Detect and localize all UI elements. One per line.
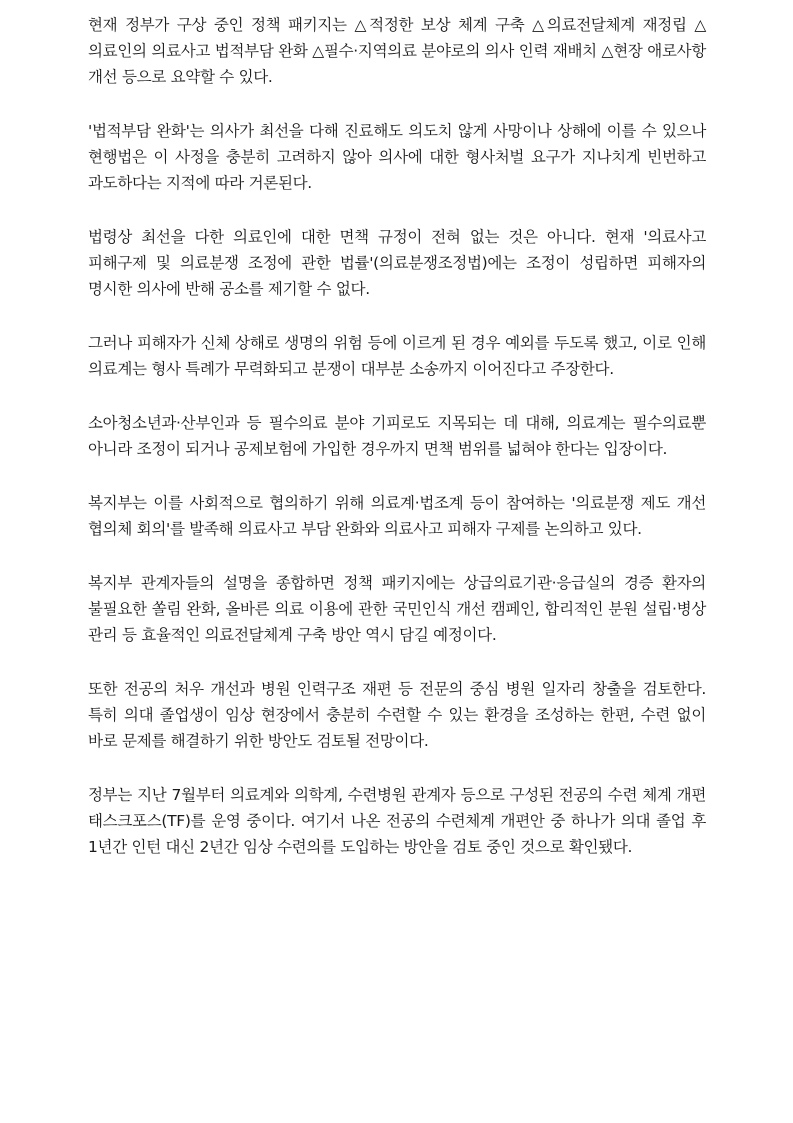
paragraph-exception-claim: 그러나 피해자가 신체 상해로 생명의 위험 등에 이르게 된 경우 예외를 두도록 했고, 이로 인해 의료계는 형사 특례가 무력화되고 분쟁이 대부분 소송까지 이어진다고 주장한다. (88, 334, 706, 378)
paragraph-resident-treatment: 또한 전공의 처우 개선과 병원 인력구조 재편 등 전문의 중심 병원 일자리 창출을 검토한다. 특히 의대 졸업생이 임상 현장에서 충분히 수련할 수 있는 환경을 조성하는 한편, 수련 없이 바로 문제를 해결하기 위한 방안도 검토될 전망이다. (88, 680, 706, 750)
paragraph-council: 복지부는 이를 사회적으로 협의하기 위해 의료계·법조계 등이 참여하는 '의료분쟁 제도 개선 협의체 회의'를 발족해 의료사고 부담 완화와 의료사고 피해자 구제를 논의하고 있다. (88, 494, 706, 538)
paragraph-delivery-system: 복지부 관계자들의 설명을 종합하면 정책 패키지에는 상급의료기관·응급실의 경증 환자의 불필요한 쏠림 완화, 올바른 의료 이용에 관한 국민인식 개선 캠페인, 합리적인 분원 설립·병상 관리 등 효율적인 의료전달체계 구축 방안 역시 담길 예정이다. (88, 574, 706, 644)
paragraph-exemption-law: 법령상 최선을 다한 의료인에 대한 면책 규정이 전혀 없는 것은 아니다. 현재 '의료사고 피해구제 및 의료분쟁 조정에 관한 법률'(의료분쟁조정법)에는 조정이 성립하면 피해자의 명시한 의사에 반해 공소를 제기할 수 없다. (88, 228, 706, 298)
paragraph-legal-burden: '법적부담 완화'는 의사가 최선을 다해 진료해도 의도치 않게 사망이나 상해에 이를 수 있으나 현행법은 이 사정을 충분히 고려하지 않아 의사에 대한 형사처벌 요구가 지나치게 빈번하고 과도하다는 지적에 따라 거론된다. (88, 122, 706, 192)
paragraph-essential-care: 소아청소년과·산부인과 등 필수의료 분야 기피로도 지목되는 데 대해, 의료계는 필수의료뿐 아니라 조정이 되거나 공제보험에 가입한 경우까지 면책 범위를 넓혀야 한다는 입장이다. (88, 414, 706, 458)
article-body (88, 12, 706, 888)
paragraph-training-tf: 정부는 지난 7월부터 의료계와 의학계, 수련병원 관계자 등으로 구성된 전공의 수련 체계 개편 태스크포스(TF)를 운영 중이다. 여기서 나온 전공의 수련체계 개편안 중 하나가 의대 졸업 후 1년간 인턴 대신 2년간 임상 수련의를 도입하는 방안을 검토 중인 것으로 확인됐다. (88, 786, 706, 856)
paragraph-policy-package: 현재 정부가 구상 중인 정책 패키지는 △적정한 보상 체계 구축 △의료전달체계 재정립 △의료인의 의료사고 법적부담 완화 △필수·지역의료 분야로의 의사 인력 재배치 △현장 애로사항 개선 등으로 요약할 수 있다. (88, 16, 706, 86)
